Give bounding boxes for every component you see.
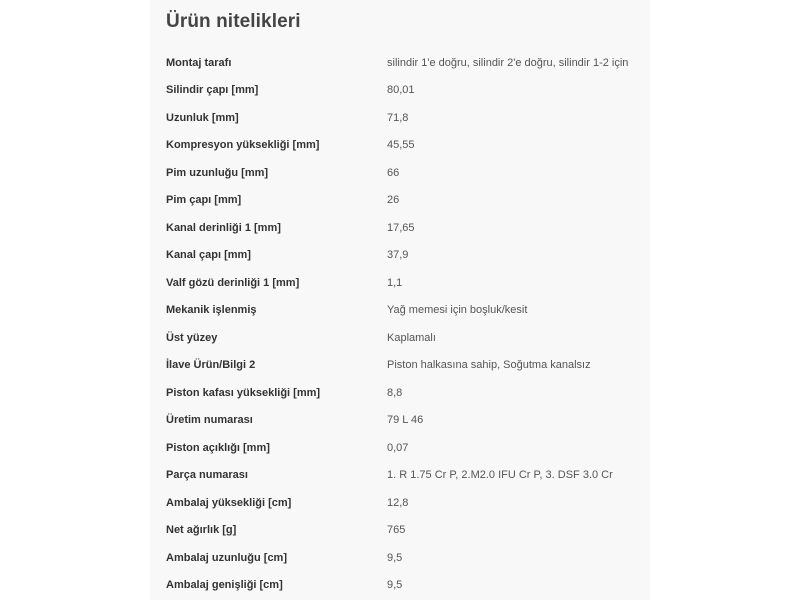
spec-row — [166, 517, 650, 545]
spec-row — [166, 572, 650, 600]
spec-label: Uzunluk [mm] — [166, 111, 239, 124]
spec-label: Valf gözü derinliği 1 [mm] — [166, 276, 300, 289]
spec-row — [166, 379, 650, 407]
spec-row — [166, 242, 650, 270]
spec-value: 17,65 — [387, 221, 415, 234]
section-title: Ürün nitelikleri — [166, 11, 301, 32]
spec-value: Yağ memesi için boşluk/kesit — [387, 304, 528, 317]
spec-value: 71,8 — [387, 111, 409, 124]
spec-row — [166, 104, 650, 132]
spec-label: Net ağırlık [g] — [166, 524, 237, 537]
spec-table — [166, 49, 650, 599]
spec-row — [166, 132, 650, 160]
spec-label: Piston kafası yüksekliği [mm] — [166, 386, 321, 399]
spec-row — [166, 462, 650, 490]
spec-label: Üretim numarası — [166, 414, 253, 427]
spec-label: Ambalaj genişliği [cm] — [166, 579, 283, 592]
spec-row — [166, 269, 650, 297]
spec-label: Silindir çapı [mm] — [166, 84, 259, 97]
spec-value: 66 — [387, 166, 400, 179]
spec-value: Piston halkasına sahip, Soğutma kanalsız — [387, 359, 591, 372]
spec-value: 45,55 — [387, 139, 415, 152]
spec-row — [166, 187, 650, 215]
spec-label: Kompresyon yüksekliği [mm] — [166, 139, 320, 152]
spec-label: Ambalaj yüksekliği [cm] — [166, 496, 292, 509]
spec-value: 37,9 — [387, 249, 409, 262]
spec-row — [166, 77, 650, 105]
spec-value: 80,01 — [387, 84, 415, 97]
spec-value: 1. R 1.75 Cr P, 2.M2.0 IFU Cr P, 3. DSF 3.0 Cr — [387, 469, 613, 482]
spec-value: 12,8 — [387, 496, 409, 509]
spec-row — [166, 489, 650, 517]
spec-row — [166, 159, 650, 187]
spec-value: 9,5 — [387, 551, 403, 564]
spec-label: Parça numarası — [166, 469, 248, 482]
spec-value: 26 — [387, 194, 400, 207]
spec-label: Kanal çapı [mm] — [166, 249, 251, 262]
spec-row — [166, 49, 650, 77]
spec-row — [166, 214, 650, 242]
spec-value: 79 L 46 — [387, 414, 424, 427]
spec-label: Ambalaj uzunluğu [cm] — [166, 551, 287, 564]
spec-label: Mekanik işlenmiş — [166, 304, 257, 317]
spec-value: Kaplamalı — [387, 331, 436, 344]
spec-value: 8,8 — [387, 386, 403, 399]
spec-row — [166, 352, 650, 380]
spec-label: Montaj tarafı — [166, 56, 232, 69]
spec-label: Kanal derinliği 1 [mm] — [166, 221, 281, 234]
spec-value: 1,1 — [387, 276, 403, 289]
spec-row — [166, 544, 650, 572]
spec-label: Pim çapı [mm] — [166, 194, 242, 207]
spec-value: 9,5 — [387, 579, 403, 592]
spec-row — [166, 434, 650, 462]
spec-label: İlave Ürün/Bilgi 2 — [166, 359, 256, 372]
spec-row — [166, 407, 650, 435]
spec-label: Piston açıklığı [mm] — [166, 441, 270, 454]
spec-row — [166, 324, 650, 352]
spec-label: Üst yüzey — [166, 331, 218, 344]
spec-value: 765 — [387, 524, 406, 537]
spec-value: silindir 1'e doğru, silindir 2'e doğru, silindir 1-2 için — [387, 56, 629, 69]
spec-value: 0,07 — [387, 441, 409, 454]
spec-label: Pim uzunluğu [mm] — [166, 166, 269, 179]
spec-row — [166, 297, 650, 325]
product-attributes-panel — [150, 0, 650, 600]
